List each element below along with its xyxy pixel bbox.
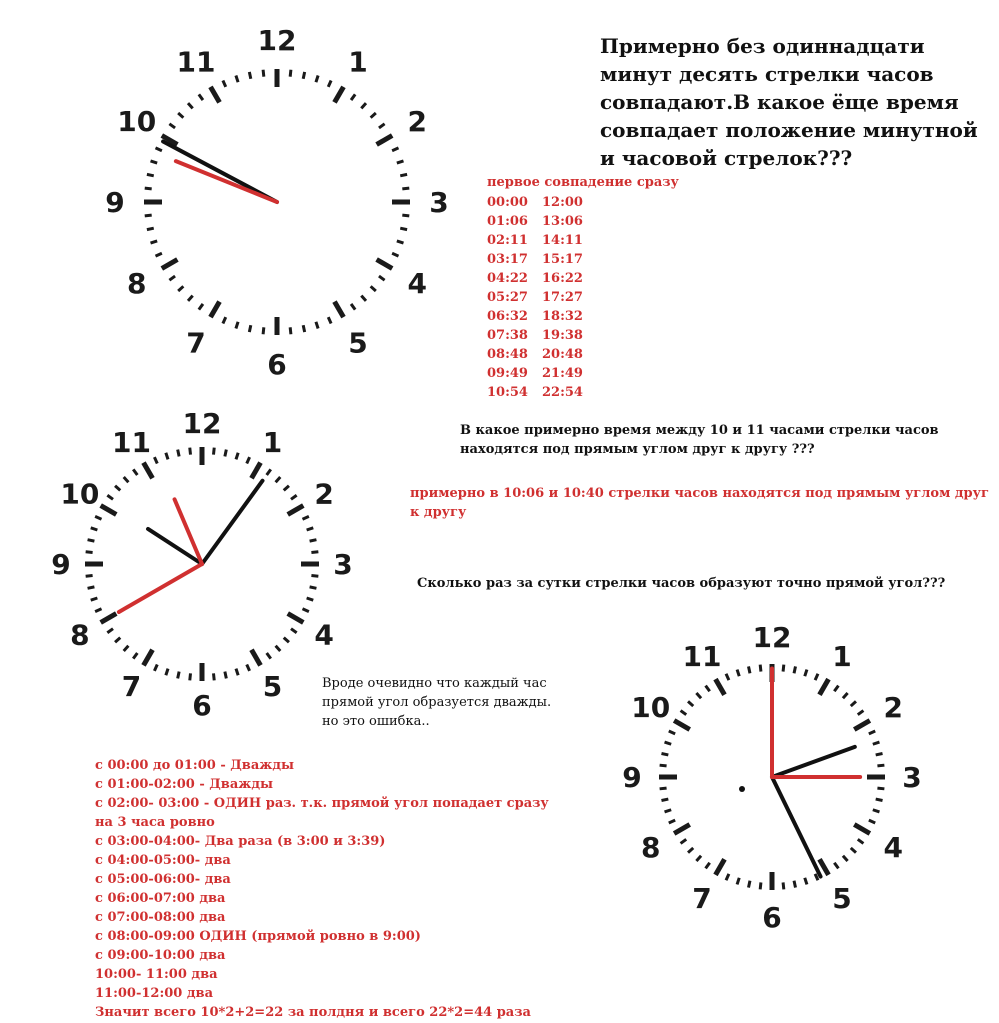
clock-number: 4 — [883, 831, 903, 864]
hour-list-item: с 05:00-06:00- два — [95, 872, 231, 887]
main-question-line-5: и часовой стрелок??? — [600, 146, 853, 170]
minute-tick — [190, 673, 191, 680]
time-pm: 18:32 — [542, 309, 583, 324]
minute-tick — [400, 174, 407, 175]
minute-tick — [669, 820, 675, 823]
hour-tick — [211, 302, 220, 318]
hour-tick — [101, 506, 117, 515]
minute-tick — [815, 874, 818, 880]
minute-tick — [213, 448, 214, 455]
clock-number: 6 — [267, 348, 287, 381]
clock-number: 3 — [902, 761, 922, 794]
hour-tick — [377, 136, 393, 145]
clock-number: 7 — [121, 670, 142, 704]
minute-tick — [851, 701, 856, 706]
clock-number: 8 — [641, 831, 661, 864]
time-am: 10:54 — [487, 385, 528, 400]
minute-tick — [151, 161, 158, 163]
minute-tick — [681, 711, 687, 715]
hour-list-item: с 02:00- 03:00 - ОДИН раз. т.к. прямой угол попадает сразу — [95, 796, 549, 811]
time-am: 09:49 — [487, 366, 528, 381]
minute-tick — [249, 72, 250, 79]
clock-number: 7 — [692, 882, 712, 916]
time-row — [487, 364, 583, 383]
hour-tick — [101, 614, 117, 623]
time-row — [487, 288, 583, 307]
minute-tick — [397, 161, 404, 163]
minute-tick — [95, 609, 101, 612]
hour-list-item: с 09:00-10:00 два — [95, 948, 226, 963]
clock-number: 11 — [682, 639, 722, 673]
minute-tick — [660, 788, 667, 789]
hour-tick — [674, 825, 690, 834]
hour-tick — [211, 87, 220, 103]
minute-tick — [873, 742, 880, 744]
minute-tick — [805, 670, 807, 677]
minute-tick — [379, 124, 385, 128]
minute-tick — [706, 863, 710, 869]
main-question-line-3: совпадают.В какое ёще время — [600, 90, 959, 114]
black-hand — [202, 481, 263, 564]
hour-tick — [162, 260, 178, 269]
hour-list — [95, 756, 549, 1022]
hour-list-item: 11:00-12:00 два — [95, 986, 214, 1001]
minute-tick — [760, 882, 761, 889]
hour-tick — [820, 859, 829, 875]
time-am: 02:11 — [487, 233, 528, 248]
clock-number: 5 — [832, 882, 852, 916]
minute-tick — [307, 598, 314, 600]
black-hand — [772, 747, 855, 777]
minute-tick — [166, 453, 168, 460]
note-line-1: Вроде очевидно что каждый час — [322, 676, 547, 691]
hour-tick — [335, 87, 344, 103]
clock-number: 12 — [752, 621, 792, 654]
clock-face-1 — [105, 24, 448, 381]
time-am: 07:38 — [487, 328, 528, 343]
time-am: 00:00 — [487, 195, 528, 210]
minute-tick — [749, 881, 750, 888]
black-hand — [148, 529, 202, 564]
minute-tick — [133, 653, 137, 659]
minute-tick — [876, 754, 883, 755]
minute-tick — [351, 304, 355, 310]
hour-tick — [288, 506, 304, 515]
minute-tick — [223, 317, 226, 323]
time-pm: 16:22 — [542, 271, 583, 286]
right-angle-answer-line-1: примерно в 10:06 и 10:40 стрелки часов находятся под прямым углом друг — [410, 486, 989, 501]
minute-tick — [834, 863, 838, 869]
minute-tick — [236, 669, 238, 676]
right-angle-answer-line-2: к другу — [410, 505, 467, 520]
minute-tick — [303, 325, 304, 332]
hour-tick — [335, 302, 344, 318]
note-line-3: но это ошибка.. — [322, 714, 430, 729]
minute-tick — [263, 70, 264, 77]
minute-tick — [178, 286, 183, 291]
minute-tick — [225, 450, 226, 457]
right-angle-answer — [410, 484, 989, 522]
minute-tick — [869, 820, 875, 823]
minute-tick — [737, 878, 739, 885]
time-am: 04:22 — [487, 271, 528, 286]
hour-tick — [674, 721, 690, 730]
minute-tick — [115, 486, 120, 491]
time-am: 06:32 — [487, 309, 528, 324]
minute-tick — [351, 94, 355, 100]
clock-number: 5 — [348, 326, 368, 360]
hour-tick — [162, 136, 178, 145]
time-pm: 19:38 — [542, 328, 583, 343]
minute-tick — [794, 666, 795, 673]
minute-tick — [147, 228, 154, 229]
minute-tick — [88, 540, 95, 541]
minute-tick — [737, 670, 739, 677]
clock-number: 10 — [117, 105, 157, 138]
clock-number: 2 — [314, 477, 334, 511]
minute-tick — [276, 477, 281, 482]
time-am: 01:06 — [487, 214, 528, 229]
minute-tick — [154, 664, 157, 670]
minute-tick — [392, 148, 398, 151]
black-hand — [772, 777, 821, 877]
minute-tick — [124, 477, 129, 482]
clock-number: 10 — [631, 691, 671, 724]
hour-tick — [252, 650, 261, 666]
minute-tick — [225, 672, 226, 679]
time-row — [487, 212, 583, 231]
minute-tick — [178, 450, 179, 457]
clock-number: 11 — [112, 425, 151, 459]
hour-tick — [716, 679, 725, 695]
minute-tick — [133, 469, 137, 475]
minute-tick — [291, 495, 297, 499]
minute-tick — [851, 848, 856, 853]
time-row — [487, 326, 583, 345]
hour-tick — [144, 650, 153, 666]
clock-number: 6 — [762, 901, 782, 934]
clock-number: 3 — [429, 186, 449, 219]
clock-3-center-dot — [739, 786, 745, 792]
minute-tick — [86, 552, 93, 553]
minute-tick — [665, 810, 672, 812]
hour-list-item: на 3 часа ровно — [95, 815, 215, 830]
minute-tick — [876, 799, 883, 800]
minute-tick — [706, 686, 710, 692]
minute-tick — [178, 672, 179, 679]
clock-number: 9 — [105, 186, 125, 219]
minute-tick — [155, 148, 161, 151]
clock-number: 2 — [407, 105, 428, 138]
minute-tick — [794, 881, 795, 888]
minute-tick — [91, 528, 98, 530]
minute-tick — [311, 575, 318, 576]
hour-tick — [144, 463, 153, 479]
clock-number: 9 — [622, 761, 642, 794]
time-pm: 20:48 — [542, 347, 583, 362]
clock-number: 5 — [262, 670, 283, 704]
minute-tick — [249, 325, 250, 332]
minute-tick — [236, 453, 238, 460]
minute-tick — [843, 856, 848, 861]
clock-number: 1 — [832, 639, 852, 673]
minute-tick — [660, 765, 667, 766]
minute-tick — [402, 188, 409, 189]
minute-tick — [147, 174, 154, 175]
minute-tick — [869, 731, 875, 734]
minute-tick — [95, 516, 101, 519]
minute-tick — [726, 874, 729, 880]
main-question-line-4: совпадает положение минутной — [600, 118, 978, 142]
minute-tick — [858, 711, 864, 715]
minute-tick — [276, 646, 281, 651]
minute-tick — [749, 666, 750, 673]
clock-number: 3 — [333, 548, 353, 581]
minute-tick — [107, 629, 113, 633]
time-pm: 21:49 — [542, 366, 583, 381]
minute-tick — [361, 296, 366, 301]
time-pm: 15:17 — [542, 252, 583, 267]
minute-tick — [783, 665, 784, 672]
hour-tick — [854, 825, 870, 834]
hour-tick — [820, 679, 829, 695]
time-row — [487, 307, 583, 326]
per-day-question: Сколько раз за сутки стрелки часов образуют точно прямой угол??? — [417, 576, 946, 591]
time-am: 03:17 — [487, 252, 528, 267]
minute-tick — [661, 799, 668, 800]
main-question-line-2: минут десять стрелки часов — [600, 62, 934, 86]
minute-tick — [400, 228, 407, 229]
minute-tick — [402, 215, 409, 216]
hour-list-item: с 07:00-08:00 два — [95, 910, 226, 925]
minute-tick — [873, 810, 880, 812]
minute-tick — [302, 516, 308, 519]
minute-tick — [284, 638, 289, 643]
hour-list-item: Значит всего 10*2+2=22 за полдня и всего 22*2=44 раза — [95, 1005, 531, 1020]
time-pm: 22:54 — [542, 385, 583, 400]
clock-number: 8 — [126, 267, 147, 300]
minute-tick — [284, 486, 289, 491]
minute-tick — [124, 646, 129, 651]
minute-tick — [290, 70, 291, 77]
time-pm: 14:11 — [542, 233, 583, 248]
minute-tick — [236, 322, 238, 329]
clock-face-2 — [51, 407, 352, 722]
minute-tick — [107, 495, 113, 499]
minute-tick — [166, 669, 168, 676]
minute-tick — [311, 552, 318, 553]
minute-tick — [877, 765, 884, 766]
minute-tick — [151, 241, 158, 243]
time-row — [487, 231, 583, 250]
minute-tick — [310, 540, 317, 541]
minute-tick — [247, 457, 250, 463]
time-row — [487, 383, 583, 402]
clock-number: 9 — [51, 548, 71, 581]
minute-tick — [236, 76, 238, 83]
time-am: 08:48 — [487, 347, 528, 362]
minute-tick — [328, 80, 331, 86]
minute-tick — [316, 76, 318, 83]
minute-tick — [88, 587, 95, 588]
hour-tick — [288, 614, 304, 623]
right-angle-question — [460, 421, 939, 459]
minute-tick — [267, 653, 271, 659]
minute-tick — [392, 253, 398, 256]
clock-number: 12 — [182, 407, 222, 440]
minute-tick — [805, 878, 807, 885]
minute-tick — [696, 693, 701, 698]
time-am: 05:27 — [487, 290, 528, 305]
minute-tick — [188, 103, 193, 108]
hour-list-item: с 03:00-04:00- Два раза (в 3:00 и 3:39) — [95, 834, 386, 849]
minute-tick — [290, 327, 291, 334]
minute-tick — [223, 80, 226, 86]
clock-number: 4 — [407, 267, 428, 300]
time-pm: 17:27 — [542, 290, 583, 305]
minute-tick — [154, 457, 157, 463]
minute-tick — [371, 113, 376, 118]
time-row — [487, 193, 583, 212]
clock-number: 1 — [262, 425, 283, 459]
clock-number: 6 — [192, 689, 212, 722]
hour-tick — [377, 260, 393, 269]
minute-tick — [665, 742, 672, 744]
minute-tick — [145, 188, 152, 189]
minute-tick — [858, 839, 864, 843]
minute-tick — [379, 276, 385, 280]
hour-tick — [716, 859, 725, 875]
hour-list-item: с 06:00-07:00 два — [95, 891, 226, 906]
right-angle-question-line-2: находятся под прямым углом друг к другу ??? — [460, 442, 815, 457]
minute-tick — [328, 317, 331, 323]
red-hand — [119, 564, 202, 612]
minute-tick — [661, 754, 668, 755]
time-row — [487, 269, 583, 288]
minute-tick — [302, 609, 308, 612]
minute-tick — [316, 322, 318, 329]
minute-tick — [843, 693, 848, 698]
hour-list-item: 10:00- 11:00 два — [95, 967, 218, 982]
minute-tick — [669, 731, 675, 734]
note-line-2: прямой угол образуется дважды. — [322, 695, 552, 710]
minute-tick — [726, 674, 729, 680]
hour-list-item: с 04:00-05:00- два — [95, 853, 231, 868]
time-pm: 13:06 — [542, 214, 583, 229]
minute-tick — [371, 286, 376, 291]
minute-tick — [213, 673, 214, 680]
minute-tick — [291, 629, 297, 633]
minute-tick — [263, 327, 264, 334]
clock-number: 11 — [176, 45, 216, 79]
minute-tick — [688, 848, 693, 853]
clock-number: 2 — [883, 691, 903, 724]
minute-tick — [188, 296, 193, 301]
red-hand — [176, 161, 277, 202]
minute-tick — [178, 113, 183, 118]
minute-tick — [815, 674, 818, 680]
minute-tick — [199, 94, 203, 100]
minute-tick — [267, 469, 271, 475]
time-row — [487, 345, 583, 364]
black-hand — [163, 141, 277, 202]
minute-tick — [91, 598, 98, 600]
hour-list-item: с 08:00-09:00 ОДИН (прямой ровно в 9:00) — [95, 929, 421, 944]
hour-list-item: с 01:00-02:00 - Дважды — [95, 777, 274, 792]
minute-tick — [190, 448, 191, 455]
main-question — [600, 32, 978, 172]
hour-tick — [252, 463, 261, 479]
clock-number: 1 — [348, 45, 368, 79]
minute-tick — [397, 241, 404, 243]
minute-tick — [681, 839, 687, 843]
minute-tick — [169, 276, 175, 280]
clock-face-3 — [622, 621, 921, 934]
minute-tick — [86, 575, 93, 576]
coincidence-title: первое совпадение сразу — [487, 175, 679, 190]
minute-tick — [696, 856, 701, 861]
minute-tick — [760, 665, 761, 672]
minute-tick — [155, 253, 161, 256]
hour-list-item: с 00:00 до 01:00 - Дважды — [95, 758, 295, 773]
clock-number: 7 — [186, 326, 206, 360]
minute-tick — [783, 882, 784, 889]
clock-number: 12 — [257, 24, 297, 57]
time-row — [487, 250, 583, 269]
minute-tick — [247, 664, 250, 670]
minute-tick — [307, 528, 314, 530]
clock-number: 10 — [60, 477, 100, 511]
minute-tick — [199, 304, 203, 310]
time-pm: 12:00 — [542, 195, 583, 210]
right-angle-question-line-1: В какое примерно время между 10 и 11 часами стрелки часов — [460, 423, 939, 438]
minute-tick — [688, 701, 693, 706]
minute-tick — [169, 124, 175, 128]
main-question-line-1: Примерно без одиннадцати — [600, 34, 925, 58]
coincidence-times-list — [487, 193, 583, 402]
hour-tick — [854, 721, 870, 730]
minute-tick — [310, 587, 317, 588]
clock-number: 4 — [314, 618, 334, 652]
minute-tick — [115, 638, 120, 643]
minute-tick — [145, 215, 152, 216]
note — [322, 674, 551, 731]
clock-number: 8 — [70, 618, 90, 652]
minute-tick — [361, 103, 366, 108]
minute-tick — [303, 72, 304, 79]
red-hand — [175, 499, 202, 564]
minute-tick — [834, 686, 838, 692]
minute-tick — [877, 788, 884, 789]
